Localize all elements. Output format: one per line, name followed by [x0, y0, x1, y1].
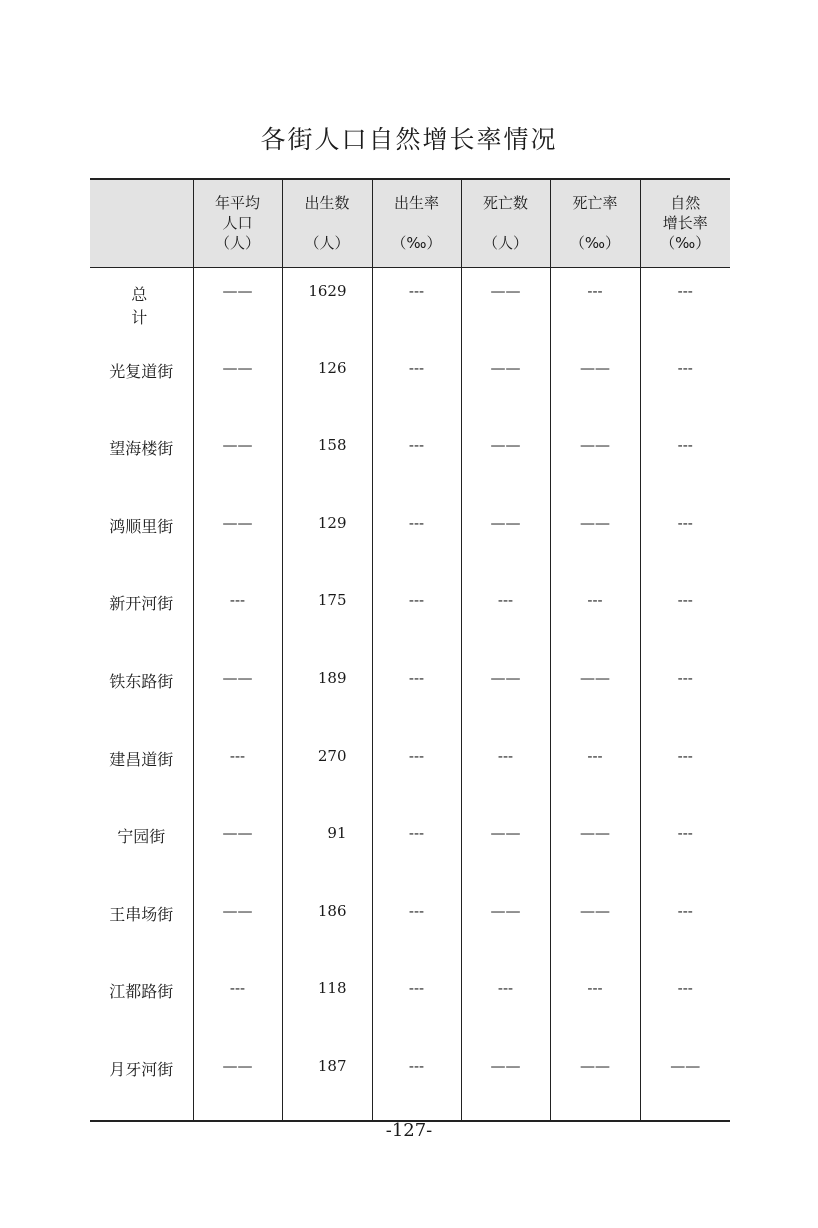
header-births — [282, 179, 372, 267]
cell-growth-rate: --- — [640, 345, 730, 423]
cell-births: 187 — [282, 1043, 372, 1121]
cell-death-rate: —— — [550, 500, 640, 578]
table-row — [90, 733, 730, 811]
cell-deaths: —— — [461, 655, 550, 733]
table-row — [90, 655, 730, 733]
header-line: （‰） — [391, 234, 442, 253]
population-growth-table — [90, 178, 730, 1122]
header-natural-growth-rate — [640, 179, 730, 267]
cell-avg-population: —— — [193, 345, 282, 423]
row-label: 鸿顺里街 — [109, 516, 174, 536]
header-line: （人） — [214, 234, 260, 253]
cell-deaths: —— — [461, 267, 550, 345]
cell-growth-rate: —— — [640, 1043, 730, 1121]
table-row — [90, 345, 730, 423]
cell-deaths: —— — [461, 345, 550, 423]
header-line: （人） — [304, 234, 350, 253]
header-line: （‰） — [569, 234, 621, 253]
row-label: 月牙河街 — [90, 1043, 193, 1121]
cell-births: 126 — [282, 345, 372, 423]
cell-births: 129 — [282, 500, 372, 578]
cell-avg-population: —— — [193, 888, 282, 966]
cell-growth-rate: --- — [640, 965, 730, 1043]
table-row — [90, 500, 730, 578]
row-label: 新开河街 — [109, 594, 174, 614]
page-title: 各街人口自然增长率情况 — [260, 125, 558, 154]
row-label: 铁东路街 — [109, 671, 174, 691]
cell-death-rate: --- — [550, 733, 640, 811]
header-line — [551, 213, 640, 233]
cell-birth-rate: --- — [372, 577, 461, 655]
table-row — [90, 577, 730, 655]
cell-birth-rate: --- — [372, 810, 461, 888]
row-label: 光复道街 — [109, 361, 174, 381]
cell-deaths: —— — [461, 422, 550, 500]
cell-death-rate: --- — [550, 965, 640, 1043]
cell-death-rate: --- — [550, 267, 640, 345]
cell-birth-rate: --- — [372, 1043, 461, 1121]
cell-avg-population: --- — [193, 733, 282, 811]
cell-birth-rate: --- — [372, 345, 461, 423]
header-line — [283, 213, 372, 233]
header-line: 死亡率 — [572, 194, 618, 213]
cell-growth-rate: --- — [640, 888, 730, 966]
cell-growth-rate: --- — [640, 733, 730, 811]
cell-birth-rate: --- — [372, 888, 461, 966]
header-line: 年平均 — [214, 194, 260, 213]
cell-avg-population: —— — [193, 810, 282, 888]
page-number: -127- — [385, 1120, 433, 1141]
table-row — [90, 888, 730, 966]
header-deaths — [461, 179, 550, 267]
table-row — [90, 965, 730, 1043]
cell-birth-rate: --- — [372, 422, 461, 500]
row-label: 王串场街 — [109, 904, 174, 924]
header-line: （‰） — [660, 234, 711, 253]
cell-births: 186 — [282, 888, 372, 966]
row-label: 望海楼街 — [109, 439, 174, 459]
header-line: （人） — [482, 234, 528, 253]
cell-death-rate: —— — [550, 1043, 640, 1121]
cell-death-rate: —— — [550, 345, 640, 423]
header-line: 出生率 — [393, 194, 439, 213]
header-blank — [90, 179, 193, 267]
table-row — [90, 422, 730, 500]
cell-death-rate: —— — [550, 810, 640, 888]
cell-growth-rate: --- — [640, 655, 730, 733]
cell-birth-rate: --- — [372, 500, 461, 578]
header-line: 增长率 — [662, 214, 708, 233]
cell-birth-rate: --- — [372, 655, 461, 733]
header-birth-rate — [372, 179, 461, 267]
cell-avg-population: —— — [193, 655, 282, 733]
cell-avg-population: —— — [193, 500, 282, 578]
cell-births: 175 — [282, 577, 372, 655]
cell-avg-population: --- — [193, 965, 282, 1043]
row-label: 建昌道街 — [109, 749, 174, 769]
table-row-total — [90, 267, 730, 345]
cell-death-rate: —— — [550, 655, 640, 733]
cell-avg-population: —— — [193, 1043, 282, 1121]
cell-deaths: —— — [461, 500, 550, 578]
cell-births: 270 — [282, 733, 372, 811]
cell-births: 91 — [282, 810, 372, 888]
header-line — [462, 213, 550, 233]
header-line: 出生数 — [304, 194, 350, 213]
table-row — [90, 1043, 730, 1121]
row-label: 总 计 — [131, 284, 200, 327]
cell-growth-rate: --- — [640, 810, 730, 888]
cell-death-rate: --- — [550, 577, 640, 655]
cell-births: 189 — [282, 655, 372, 733]
cell-death-rate: —— — [550, 422, 640, 500]
cell-growth-rate: --- — [640, 267, 730, 345]
cell-birth-rate: --- — [372, 267, 461, 345]
header-line — [373, 213, 461, 233]
table-row — [90, 810, 730, 888]
cell-growth-rate: --- — [640, 422, 730, 500]
header-line: 自然 — [670, 194, 701, 213]
cell-deaths: —— — [461, 888, 550, 966]
cell-growth-rate: --- — [640, 500, 730, 578]
cell-births: 158 — [282, 422, 372, 500]
header-line: 死亡数 — [482, 194, 528, 213]
table-header-row — [90, 179, 730, 267]
cell-births: 118 — [282, 965, 372, 1043]
cell-deaths: --- — [461, 577, 550, 655]
header-line: 人口 — [222, 214, 253, 233]
cell-birth-rate: --- — [372, 965, 461, 1043]
cell-deaths: --- — [461, 733, 550, 811]
cell-avg-population: --- — [193, 577, 282, 655]
cell-deaths: —— — [461, 810, 550, 888]
cell-avg-population: —— — [193, 267, 282, 345]
cell-birth-rate: --- — [372, 733, 461, 811]
cell-growth-rate: --- — [640, 577, 730, 655]
header-death-rate — [550, 179, 640, 267]
cell-avg-population: —— — [193, 422, 282, 500]
cell-deaths: --- — [461, 965, 550, 1043]
row-label: 宁园街 — [117, 827, 166, 847]
cell-death-rate: —— — [550, 888, 640, 966]
header-avg-population — [193, 179, 282, 267]
cell-births: 1629 — [282, 267, 372, 345]
cell-deaths: —— — [461, 1043, 550, 1121]
row-label: 江都路街 — [109, 982, 174, 1002]
